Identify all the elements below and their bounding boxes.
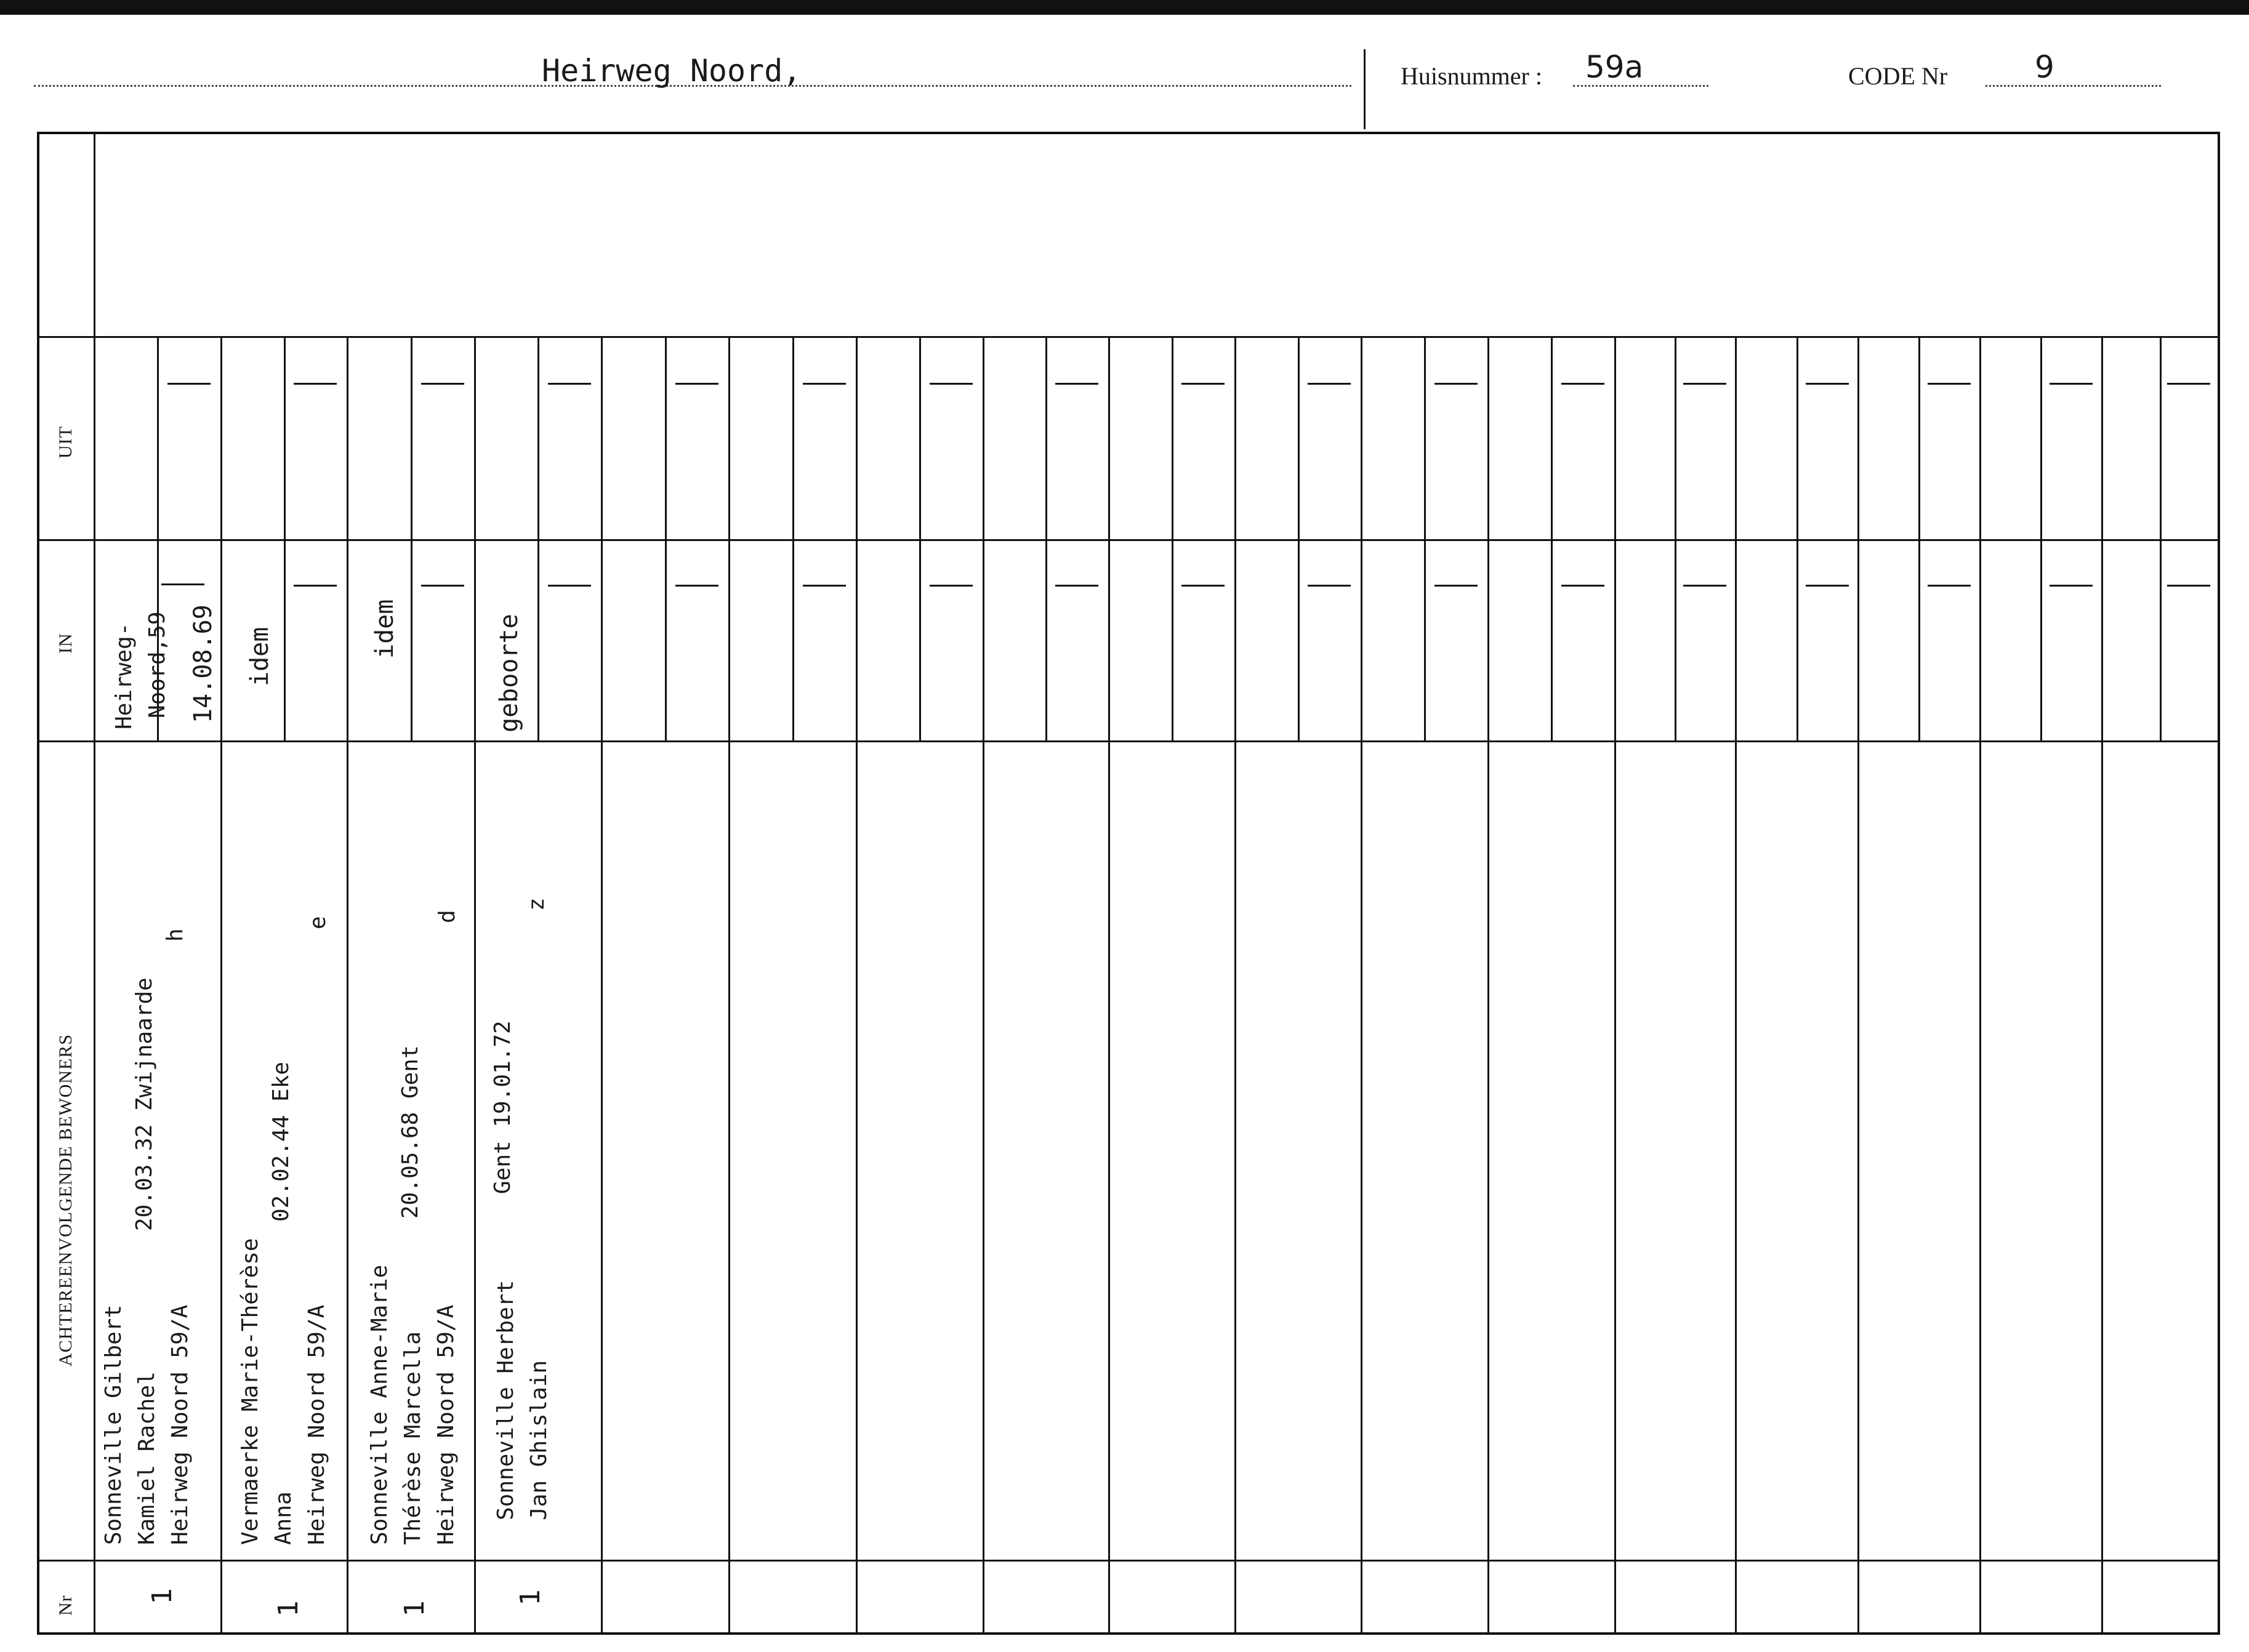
in-dash: [548, 585, 591, 587]
uit-dash: [548, 383, 591, 385]
row-label-nr: Nr: [55, 1595, 76, 1616]
subcolumn-line: [1045, 336, 1047, 740]
row-label-uit: UIT: [55, 426, 76, 459]
frame-bottom: [37, 1632, 2219, 1635]
in-dash: [1806, 585, 1849, 587]
subcolumn-line: [2040, 336, 2042, 740]
uit-dash: [2050, 383, 2093, 385]
row-divider-in-bewoners: [37, 740, 2219, 742]
subcolumn-line: [1675, 336, 1676, 740]
entry-1-in-line2: Noord,59: [145, 611, 170, 718]
column-line: [1487, 336, 1489, 1632]
entry-2-nr: 1: [272, 1600, 304, 1617]
code-label: CODE Nr: [1848, 62, 1948, 90]
subcolumn-line: [1298, 336, 1300, 740]
row-divider-bewoners-nr: [37, 1560, 2219, 1562]
column-line: [601, 336, 603, 1632]
row-divider-top: [37, 336, 2219, 338]
in-dash: [675, 585, 718, 587]
uit-dash: [675, 383, 718, 385]
in-dash: [1308, 585, 1351, 587]
in-dash: [803, 585, 846, 587]
entry-4-name-line1: Sonneville Herbert: [493, 1280, 518, 1520]
in-dash: [2167, 585, 2210, 587]
entry-2-in: idem: [246, 627, 274, 686]
column-line: [1234, 336, 1236, 1632]
in-dash: [2050, 585, 2093, 587]
entry-4-relation: z: [524, 897, 549, 911]
entry-3-relation: d: [435, 910, 460, 923]
subcolumn-line: [2160, 336, 2162, 740]
entry-4-names: [489, 1280, 556, 1520]
column-line: [474, 336, 476, 1632]
entry-1-in-date: 14.08.69: [189, 604, 217, 723]
entry-1-name-line2: Kamiel Rachel: [134, 1371, 159, 1545]
frame-right: [2218, 132, 2220, 1635]
uit-dash: [1434, 383, 1478, 385]
in-dash: [1181, 585, 1225, 587]
entry-3-name-line1: Sonneville Anne-Marie: [367, 1264, 392, 1545]
entry-3-names: [363, 1265, 463, 1545]
column-line: [856, 336, 858, 1632]
column-line: [2101, 336, 2103, 1632]
entry-1-address: Heirweg Noord 59/A: [167, 1304, 193, 1545]
entry-1-birth: 20.03.32 Zwijnaarde: [132, 977, 157, 1231]
row-label-in: IN: [55, 633, 76, 654]
entry-2-names: [234, 1238, 334, 1546]
subcolumn-line: [1172, 336, 1173, 740]
in-dash: [1683, 585, 1726, 587]
entry-2-name-line1: Vermaerke Marie-Thérèse: [238, 1238, 263, 1545]
entry-2-birth: 02.02.44 Eke: [268, 1061, 294, 1222]
subcolumn-line: [1918, 336, 1920, 740]
subcolumn-line: [1424, 336, 1426, 740]
entry-4-birth: Gent 19.01.72: [490, 1020, 515, 1194]
entry-2-address: Heirweg Noord 59/A: [304, 1304, 329, 1545]
column-line: [1614, 336, 1616, 1632]
code-dotted-line: [1985, 85, 2161, 87]
uit-dash: [1561, 383, 1604, 385]
entry-2-name-line2: Anna: [271, 1491, 296, 1545]
entry-4-name-line2: Jan Ghislain: [526, 1360, 552, 1520]
subcolumn-line: [1796, 336, 1798, 740]
uit-dash: [294, 383, 337, 385]
entry-1-relation: h: [163, 928, 188, 942]
frame-top: [37, 132, 2219, 134]
uit-dash: [1181, 383, 1225, 385]
scan-top-border: [0, 0, 2249, 15]
in-dash: [294, 585, 337, 587]
in-dash: [161, 583, 204, 585]
column-line: [1361, 336, 1362, 1632]
entry-1-names: [97, 1305, 197, 1545]
entry-3-address: Heirweg Noord 59/A: [433, 1304, 459, 1545]
in-dash: [1434, 585, 1478, 587]
entry-3-name-line2: Thérèse Marcella: [400, 1331, 425, 1545]
entry-3-in: idem: [371, 599, 399, 659]
in-dash: [1055, 585, 1098, 587]
entry-3-birth: 20.05.68 Gent: [398, 1045, 423, 1219]
uit-dash: [1928, 383, 1971, 385]
entry-1-name-line1: Sonneville Gilbert: [101, 1304, 126, 1545]
subcolumn-line: [665, 336, 667, 740]
entry-4-in: geboorte: [495, 614, 523, 732]
column-line: [220, 336, 222, 1632]
column-line: [983, 336, 984, 1632]
huisnummer-dotted-line: [1573, 85, 1708, 87]
uit-dash: [421, 383, 464, 385]
uit-dash: [167, 383, 211, 385]
column-line: [1979, 336, 1981, 1632]
column-line: [1857, 336, 1859, 1632]
in-dash: [1928, 585, 1971, 587]
entry-1-in-place: [108, 612, 174, 729]
street-name: Heirweg Noord,: [542, 53, 802, 89]
uit-dash: [2167, 383, 2210, 385]
column-line: [347, 336, 348, 1632]
code-value: 9: [2035, 49, 2054, 85]
entry-2-relation: e: [305, 916, 331, 929]
uit-dash: [930, 383, 973, 385]
entry-1-in-line1: Heirweg-: [111, 622, 137, 729]
huisnummer-label: Huisnummer :: [1401, 62, 1542, 90]
entry-4-nr: 1: [514, 1589, 546, 1606]
subcolumn-line: [919, 336, 921, 740]
huisnummer-value: 59a: [1585, 49, 1644, 85]
in-dash: [1561, 585, 1604, 587]
row-divider-uit-in: [37, 539, 2219, 541]
subcolumn-line: [284, 336, 286, 740]
column-line: [728, 336, 730, 1632]
uit-dash: [1308, 383, 1351, 385]
frame-left: [37, 132, 39, 1635]
header-divider: [1364, 49, 1366, 129]
subcolumn-line: [1551, 336, 1553, 740]
column-line: [1735, 336, 1737, 1632]
subcolumn-line: [792, 336, 794, 740]
entry-3-nr: 1: [398, 1600, 430, 1617]
label-column-divider: [94, 132, 95, 1635]
uit-dash: [1055, 383, 1098, 385]
subcolumn-line: [411, 336, 412, 740]
row-label-bewoners: ACHTEREENVOLGENDE BEWONERS: [55, 1033, 76, 1366]
uit-dash: [1806, 383, 1849, 385]
subcolumn-line: [537, 336, 539, 740]
entry-1-nr: 1: [146, 1588, 178, 1605]
uit-dash: [803, 383, 846, 385]
in-dash: [421, 585, 464, 587]
in-dash: [930, 585, 973, 587]
uit-dash: [1683, 383, 1726, 385]
column-line: [1108, 336, 1110, 1632]
